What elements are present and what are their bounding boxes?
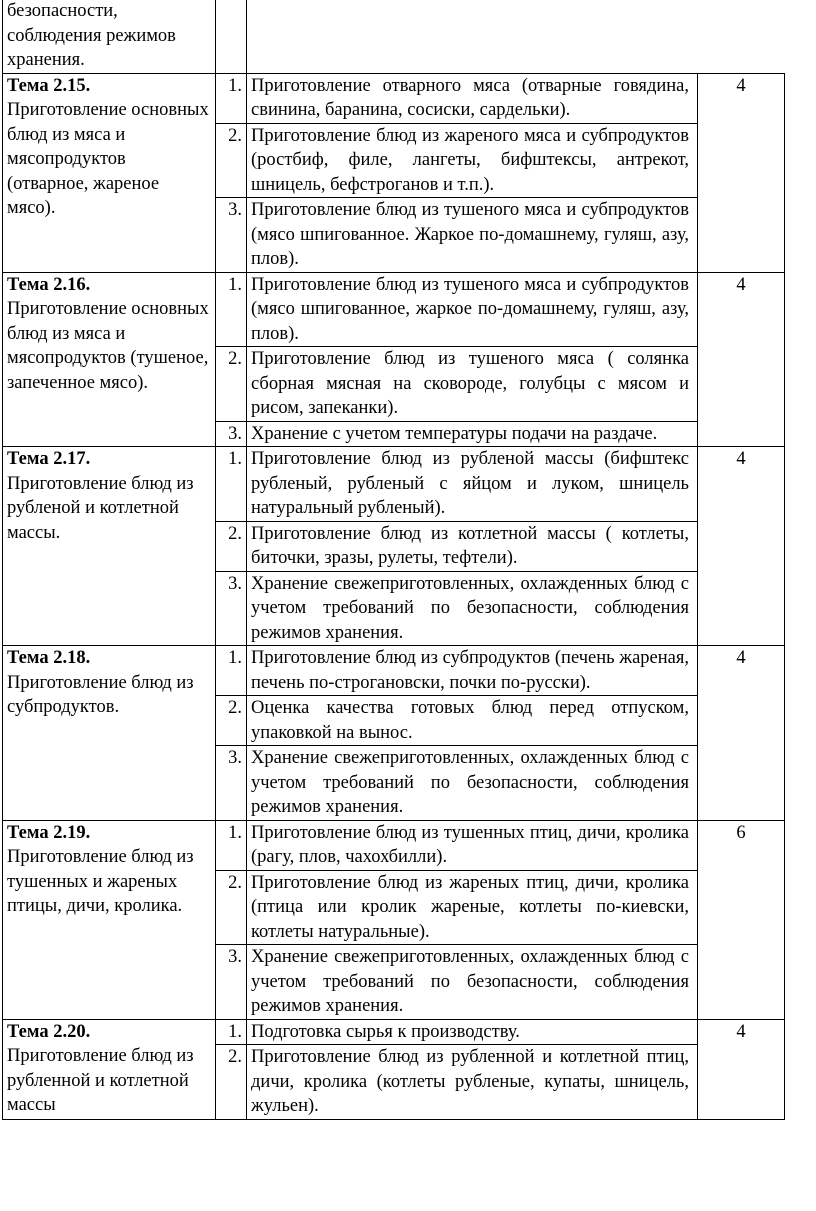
topic-item-row — [3, 1019, 785, 1045]
topic-title: Тема 2.19. — [7, 822, 91, 843]
item-text: Приготовление блюд из котлетной массы ( котлеты, биточки, зразы, рулеты, тефтели). — [247, 521, 698, 571]
topic-name: Приготовление блюд из субпродуктов. — [7, 672, 194, 717]
topic-cell — [3, 646, 216, 821]
curriculum-table-body — [3, 0, 785, 1119]
item-number: 3. — [216, 421, 247, 447]
item-number: 2. — [216, 521, 247, 571]
item-number: 3. — [216, 945, 247, 1020]
item-number: 2. — [216, 123, 247, 198]
item-text: Хранение с учетом температуры подачи на раздаче. — [247, 421, 698, 447]
continuation-topic-cell: безопасности, соблюдения режимов хранения. — [3, 0, 216, 73]
topic-item-row — [3, 447, 785, 522]
item-text: Приготовление блюд из жареного мяса и субпродуктов (ростбиф, филе, лангеты, бифштексы, антрекот, шницель, бефстроганов и т.п.). — [247, 123, 698, 198]
item-number: 1. — [216, 820, 247, 870]
item-number: 1. — [216, 646, 247, 696]
topic-item-row — [3, 272, 785, 347]
item-text: Приготовление блюд из рубленной и котлетной птиц, дичи, кролика (котлеты рубленые, купаты, шницель, жульен). — [247, 1045, 698, 1120]
item-text: Оценка качества готовых блюд перед отпуском, упаковкой на вынос. — [247, 696, 698, 746]
topic-title: Тема 2.16. — [7, 274, 91, 295]
item-number: 3. — [216, 746, 247, 821]
item-number: 2. — [216, 870, 247, 945]
item-text: Приготовление блюд из тушеного мяса и субпродуктов (мясо шпигованное, жаркое по-домашнему, гуляш, азу, плов). — [247, 272, 698, 347]
item-number: 3. — [216, 571, 247, 646]
hours-cell: 4 — [698, 73, 785, 272]
item-number: 2. — [216, 347, 247, 422]
item-number: 3. — [216, 198, 247, 273]
topic-title: Тема 2.17. — [7, 449, 91, 469]
item-text: Приготовление блюд из тушеного мяса и субпродуктов (мясо шпигованное. Жаркое по-домашнему, гуляш, азу, плов). — [247, 198, 698, 273]
item-number: 1. — [216, 447, 247, 522]
hours-cell: 4 — [698, 1019, 785, 1119]
item-number: 2. — [216, 696, 247, 746]
topic-name: Приготовление блюд из рубленной и котлетной массы — [7, 1046, 194, 1115]
continuation-empty-cell — [247, 0, 785, 73]
item-text: Хранение свежеприготовленных, охлажденных блюд с учетом требований по безопасности, соблюдения режимов хранения. — [247, 945, 698, 1020]
topic-name: Приготовление основных блюд из мяса и мясопродуктов (отварное, жареное мясо). — [7, 100, 209, 218]
curriculum-table — [2, 0, 785, 1120]
item-text: Приготовление блюд из субпродуктов (печень жареная, печень по-строгановски, почки по-русски). — [247, 646, 698, 696]
item-text: Подготовка сырья к производству. — [247, 1019, 698, 1045]
hours-cell: 4 — [698, 272, 785, 447]
topic-cell — [3, 272, 216, 447]
item-text: Приготовление блюд из тушеного мяса ( солянка сборная мясная на сковороде, голубцы с мясом и рисом, запеканки). — [247, 347, 698, 422]
continuation-num-cell — [216, 0, 247, 73]
topic-item-row — [3, 73, 785, 123]
topic-cell — [3, 447, 216, 646]
topic-title: Тема 2.20. — [7, 1021, 91, 1042]
topic-item-row — [3, 820, 785, 870]
continuation-row — [3, 0, 785, 73]
item-text: Приготовление блюд из рубленой массы (бифштекс рубленый, рубленый с яйцом и луком, шницель натуральный рубленый). — [247, 447, 698, 522]
item-number: 1. — [216, 1019, 247, 1045]
topic-title: Тема 2.18. — [7, 648, 91, 668]
topic-cell — [3, 73, 216, 272]
topic-name: Приготовление основных блюд из мяса и мясопродуктов (тушеное, запеченное мясо). — [7, 299, 209, 393]
hours-cell: 4 — [698, 646, 785, 821]
topic-name: Приготовление блюд из рубленой и котлетной массы. — [7, 473, 194, 543]
topic-item-row — [3, 646, 785, 696]
hours-cell: 6 — [698, 820, 785, 1019]
topic-title: Тема 2.15. — [7, 75, 91, 96]
topic-cell — [3, 1019, 216, 1119]
item-text: Приготовление блюд из жареных птиц, дичи, кролика (птица или кролик жареные, котлеты по-киевски, котлеты натуральные). — [247, 870, 698, 945]
hours-cell: 4 — [698, 447, 785, 646]
item-number: 2. — [216, 1045, 247, 1120]
item-text: Приготовление отварного мяса (отварные говядина, свинина, баранина, сосиски, сардельки). — [247, 73, 698, 123]
topic-name: Приготовление блюд из тушенных и жареных птицы, дичи, кролика. — [7, 847, 194, 916]
item-text: Приготовление блюд из тушенных птиц, дичи, кролика (рагу, плов, чахохбилли). — [247, 820, 698, 870]
item-text: Хранение свежеприготовленных, охлажденных блюд с учетом требований по безопасности, соблюдения режимов хранения. — [247, 571, 698, 646]
item-number: 1. — [216, 73, 247, 123]
topic-cell — [3, 820, 216, 1019]
item-text: Хранение свежеприготовленных, охлажденных блюд с учетом требований по безопасности, соблюдения режимов хранения. — [247, 746, 698, 821]
item-number: 1. — [216, 272, 247, 347]
